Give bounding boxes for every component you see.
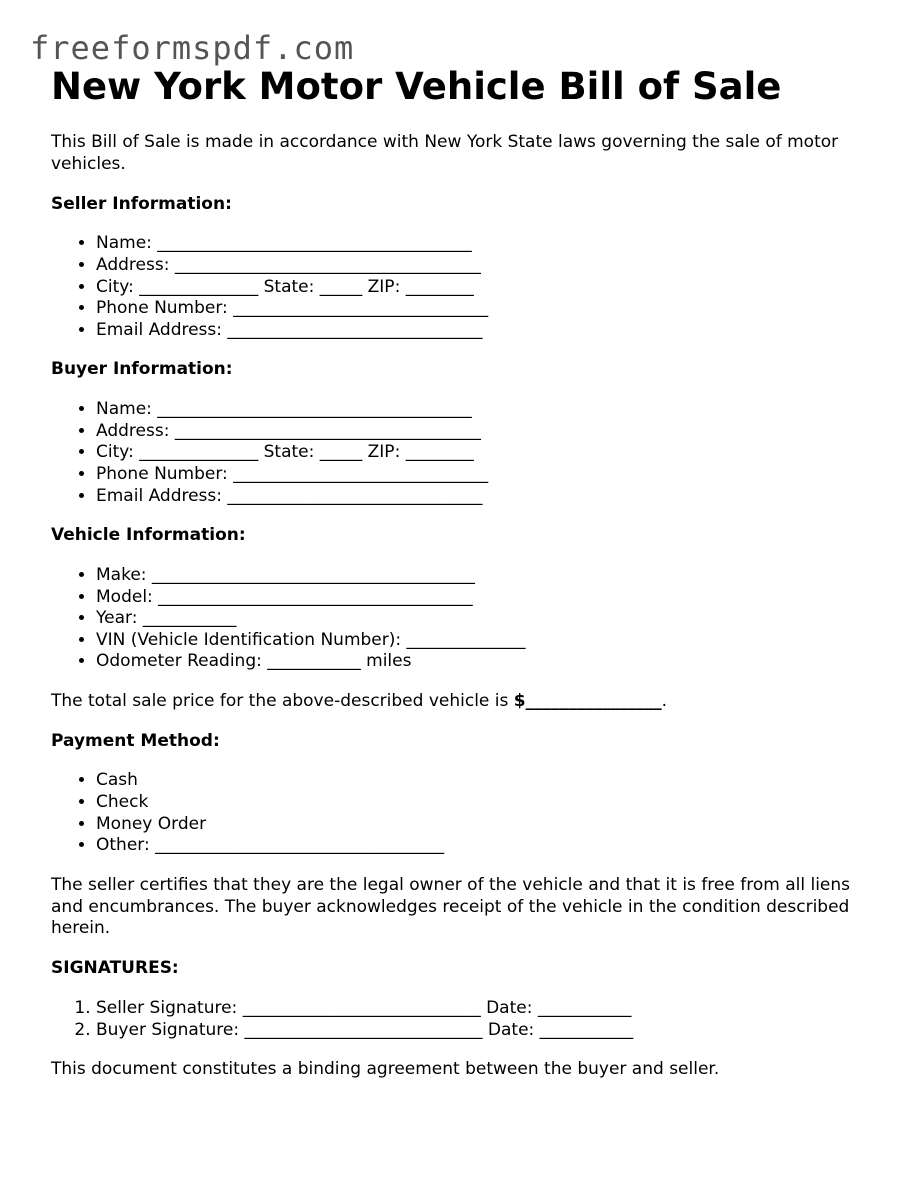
- vehicle-vin-field: • VIN (Vehicle Identification Number): ______________: [96, 630, 881, 652]
- buyer-phone-field: • Phone Number: ______________________________: [96, 464, 881, 486]
- payment-option-other: • Other: __________________________________: [96, 835, 881, 857]
- seller-address-field: • Address: ____________________________________: [96, 255, 881, 277]
- vehicle-make-field: • Make: ______________________________________: [96, 565, 881, 587]
- buyer-signature-line: 2. Buyer Signature: ____________________________ Date: ___________: [96, 1020, 881, 1042]
- sale-price-paragraph: [51, 691, 881, 713]
- seller-heading: Seller Information:: [51, 193, 232, 214]
- intro-paragraph: This Bill of Sale is made in accordance with New York State laws governing the sale of motor vehicles.: [51, 132, 839, 174]
- seller-phone-field: • Phone Number: ______________________________: [96, 298, 881, 320]
- buyer-heading: Buyer Information:: [51, 359, 233, 380]
- buyer-city-state-zip-field: • City: ______________ State: _____ ZIP: ________: [96, 442, 881, 464]
- seller-fields-list: [51, 233, 881, 341]
- payment-options-list: [51, 770, 881, 856]
- buyer-address-field: • Address: ____________________________________: [96, 421, 881, 443]
- payment-option-cash: • Cash: [96, 770, 881, 792]
- certification-paragraph: The seller certifies that they are the legal owner of the vehicle and that it is free from all liens and encumbrances. The buyer acknowledges receipt of the vehicle in the condition described herein.: [51, 874, 851, 939]
- seller-name-field: • Name: _____________________________________: [96, 233, 881, 255]
- seller-city-state-zip-field: • City: ______________ State: _____ ZIP: ________: [96, 277, 881, 299]
- vehicle-year-field: • Year: ___________: [96, 608, 881, 630]
- payment-heading: Payment Method:: [51, 730, 220, 751]
- seller-signature-line: 1. Seller Signature: ____________________________ Date: ___________: [96, 998, 881, 1020]
- payment-option-money-order: • Money Order: [96, 814, 881, 836]
- buyer-fields-list: [51, 399, 881, 507]
- vehicle-fields-list: [51, 565, 881, 673]
- bill-of-sale-document: [51, 62, 881, 1081]
- buyer-email-field: • Email Address: ______________________________: [96, 486, 881, 508]
- seller-email-field: • Email Address: ______________________________: [96, 320, 881, 342]
- vehicle-heading: Vehicle Information:: [51, 525, 246, 546]
- watermark: freeformspdf.com: [30, 29, 355, 67]
- sale-price-text: The total sale price for the above-described vehicle is: [51, 690, 514, 711]
- payment-option-check: • Check: [96, 792, 881, 814]
- vehicle-odometer-field: • Odometer Reading: ___________ miles: [96, 651, 881, 673]
- sale-price-period: .: [661, 690, 668, 711]
- vehicle-model-field: • Model: _____________________________________: [96, 587, 881, 609]
- signature-lines-list: [51, 998, 881, 1041]
- sale-price-blank: $________________: [513, 690, 662, 711]
- signatures-heading: SIGNATURES:: [51, 958, 179, 979]
- document-title: New York Motor Vehicle Bill of Sale: [51, 65, 782, 108]
- closing-paragraph: This document constitutes a binding agreement between the buyer and seller.: [51, 1059, 720, 1080]
- buyer-name-field: • Name: _____________________________________: [96, 399, 881, 421]
